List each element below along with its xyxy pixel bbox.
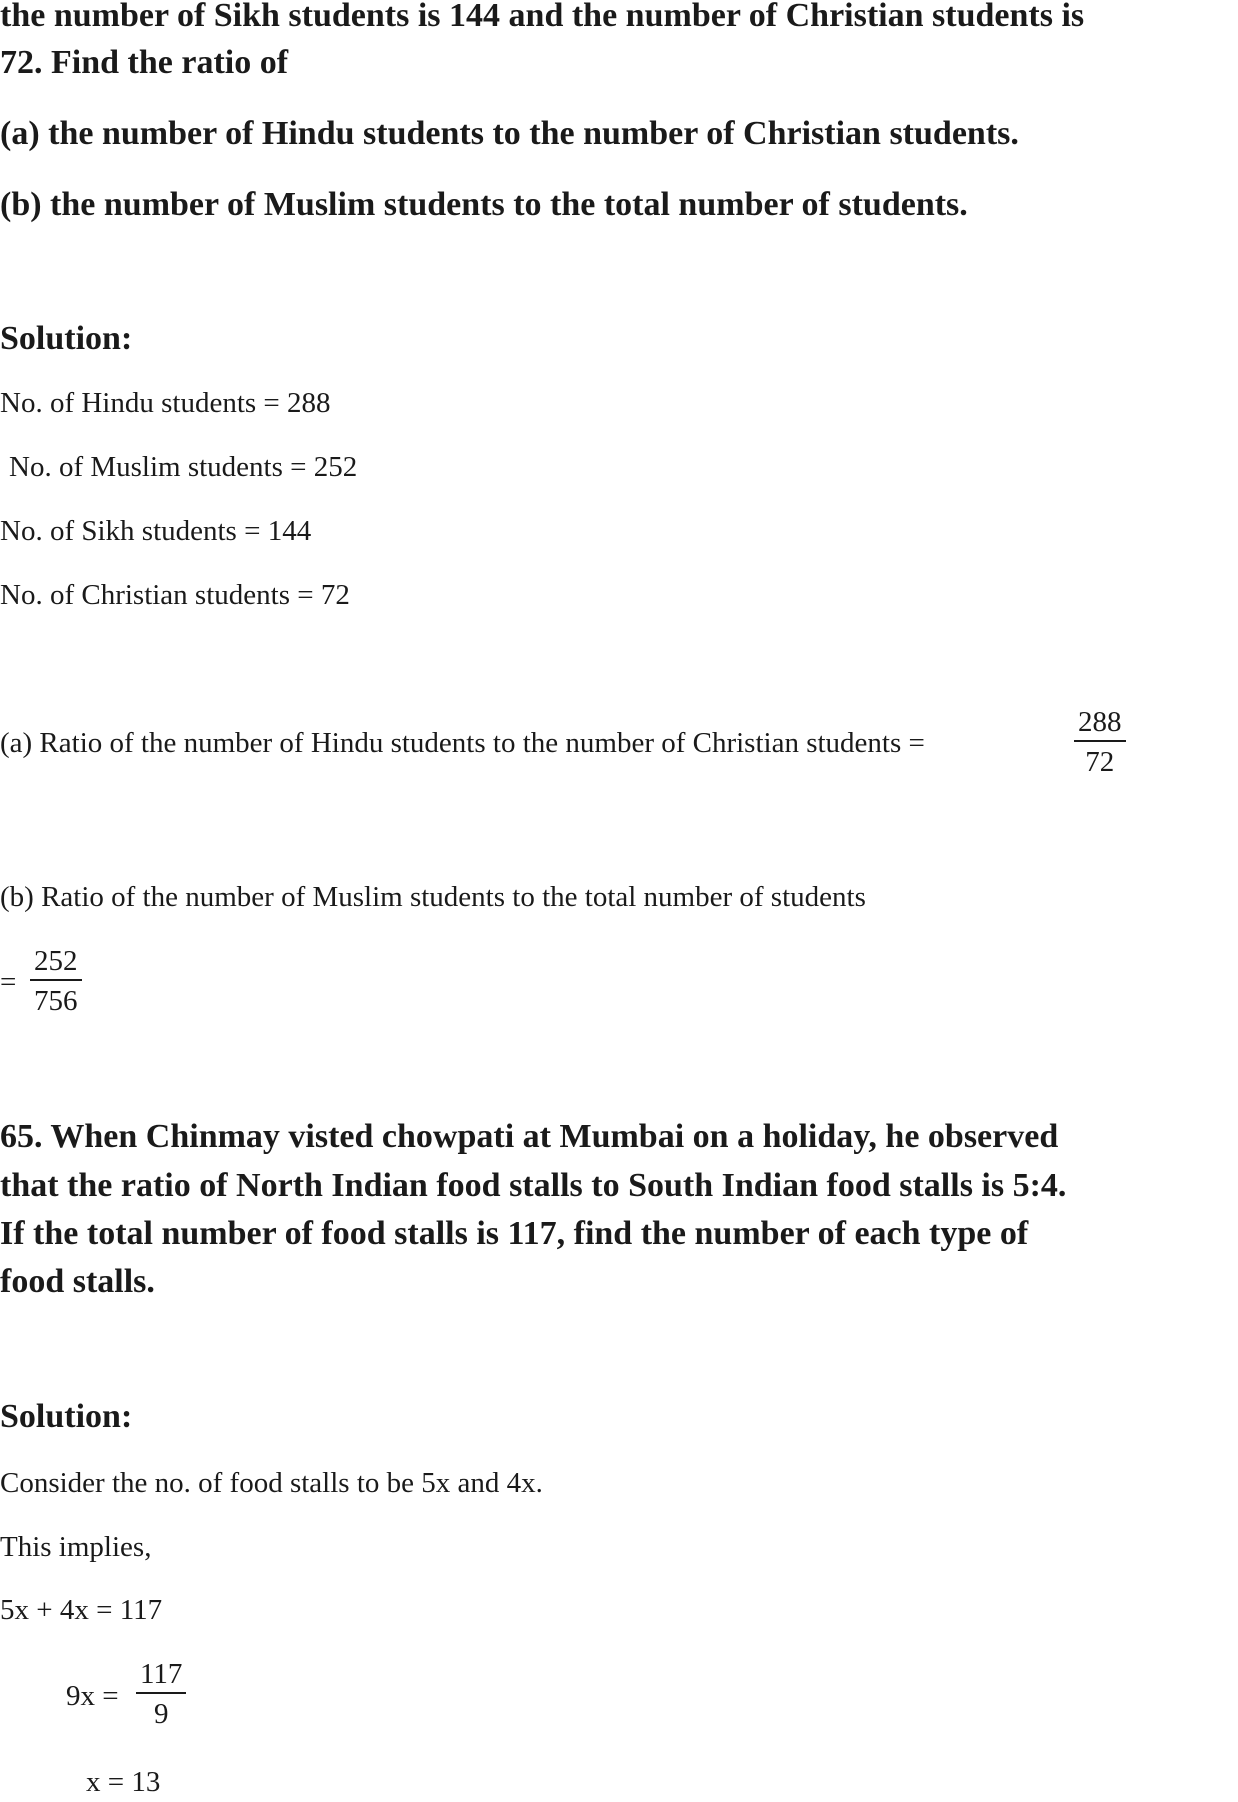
- question-64-line-2: 72. Find the ratio of: [0, 44, 289, 81]
- ratio-b-equals: =: [0, 966, 17, 998]
- ratio-b-denominator: 756: [34, 985, 78, 1017]
- ratio-a-numerator: 288: [1078, 706, 1122, 738]
- ratio-a-denominator: 72: [1085, 746, 1115, 778]
- question-65-line-3: If the total number of food stalls is 117, find the number of each type of: [0, 1215, 1029, 1252]
- equation-2-denominator: 9: [153, 1698, 169, 1730]
- consider-line: Consider the no. of food stalls to be 5x and 4x.: [0, 1467, 543, 1499]
- equation-3: x = 13: [86, 1766, 161, 1798]
- solution-65-heading: Solution:: [0, 1398, 133, 1435]
- question-64-part-b: (b) the number of Muslim students to the total number of students.: [0, 186, 968, 223]
- equation-1: 5x + 4x = 117: [0, 1594, 163, 1626]
- christian-count: No. of Christian students = 72: [0, 579, 350, 611]
- equation-2-lhs: 9x =: [66, 1680, 119, 1712]
- ratio-b-fraction: [30, 943, 82, 1021]
- ratio-b-text: (b) Ratio of the number of Muslim students to the total number of students: [0, 881, 866, 913]
- hindu-count: No. of Hindu students = 288: [0, 387, 331, 419]
- question-64-part-a: (a) the number of Hindu students to the number of Christian students.: [0, 115, 1019, 152]
- equation-2-numerator: 117: [140, 1658, 183, 1690]
- ratio-b-numerator: 252: [34, 945, 78, 977]
- muslim-count: No. of Muslim students = 252: [9, 451, 358, 483]
- question-65-line-4: food stalls.: [0, 1263, 155, 1300]
- question-65-line-1: 65. When Chinmay visted chowpati at Mumbai on a holiday, he observed: [0, 1118, 1059, 1155]
- equation-2-fraction: [136, 1656, 186, 1734]
- ratio-a-fraction: [1074, 704, 1126, 782]
- question-64-line-1: the number of Sikh students is 144 and the number of Christian students is: [0, 0, 1085, 34]
- question-65-line-2: that the ratio of North Indian food stalls to South Indian food stalls is 5:4.: [0, 1167, 1067, 1204]
- solution-64-heading: Solution:: [0, 320, 133, 357]
- ratio-a-text: (a) Ratio of the number of Hindu students to the number of Christian students =: [0, 727, 925, 759]
- sikh-count: No. of Sikh students = 144: [0, 515, 312, 547]
- implies-line: This implies,: [0, 1531, 152, 1563]
